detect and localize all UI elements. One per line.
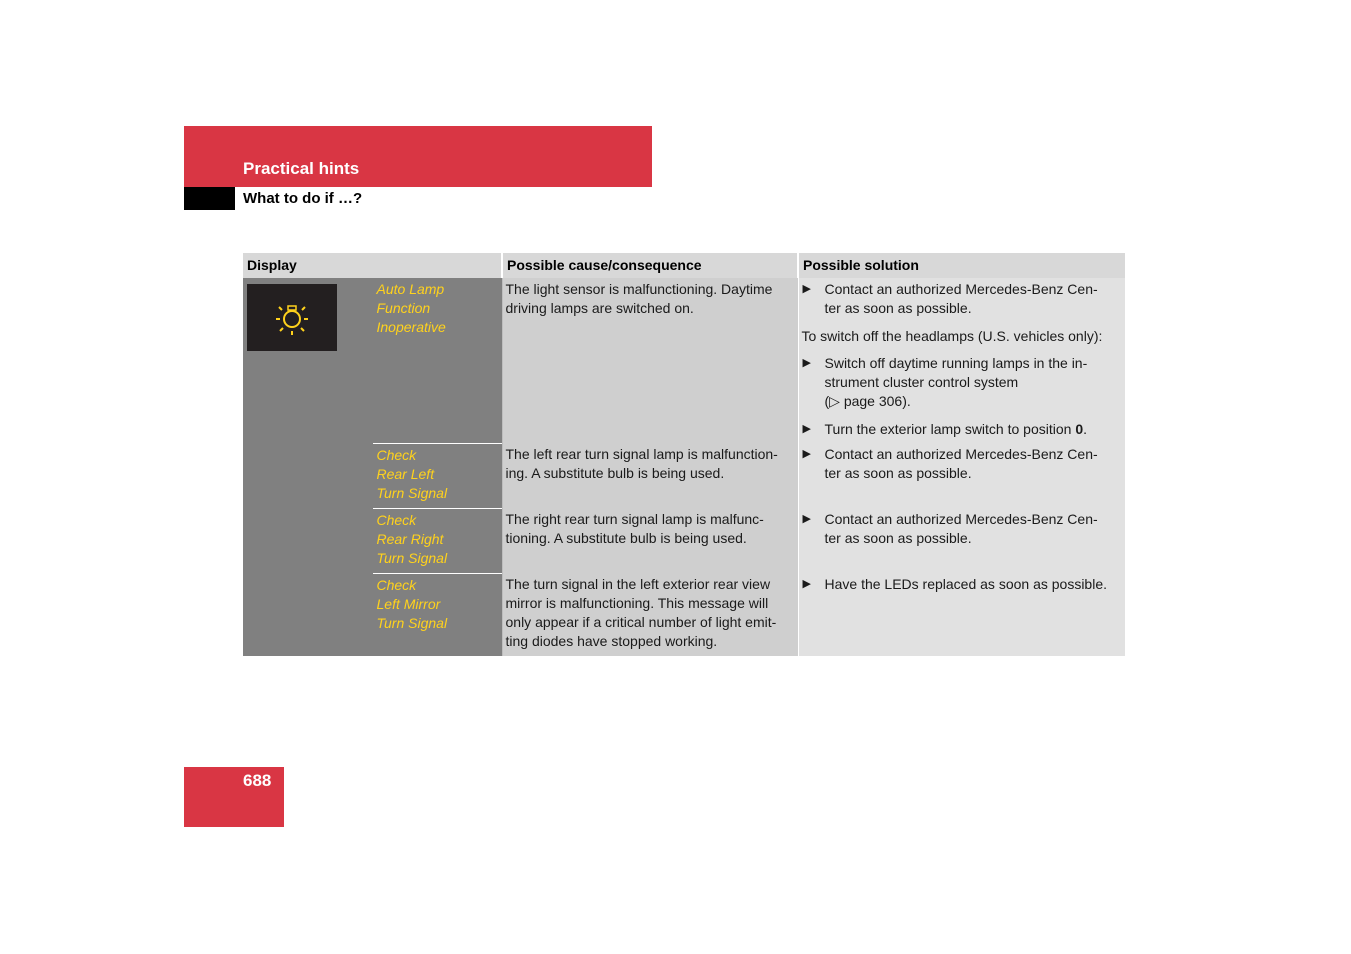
column-header-solution: Possible solution [798, 253, 1125, 278]
page-number: 688 [243, 771, 272, 790]
switch-position: 0 [1075, 421, 1084, 437]
display-message-line: Rear Right [376, 530, 444, 547]
solution-line [825, 354, 1122, 373]
solution-line-text: Contact an authorized Mercedes-Benz Cen- [824, 511, 1098, 527]
cause-line: driving lamps are switched on. [505, 300, 694, 316]
cause-line: only appear if a critical number of light emit- [505, 614, 777, 630]
solution-line-text: Contact an authorized Mercedes-Benz Cen- [824, 281, 1098, 297]
display-message-line: Check [376, 511, 417, 528]
table-row [243, 443, 1125, 508]
display-message-line: Turn Signal [376, 614, 448, 631]
solution-text [798, 508, 1125, 573]
solution-line-text: Turn the exterior lamp switch to position [824, 421, 1076, 437]
solution-line [825, 464, 1122, 483]
solution-line [825, 529, 1122, 548]
solution-line [825, 445, 1122, 464]
table-row [243, 573, 1125, 656]
step-bullet-icon: ▶ [802, 578, 811, 590]
table-row [243, 278, 1125, 443]
display-message-line: Inoperative [376, 319, 446, 335]
subsection-title: What to do if …? [243, 190, 363, 207]
section-title: Practical hints [243, 159, 360, 178]
table-row [243, 508, 1125, 573]
display-message [373, 443, 503, 508]
solution-step [802, 280, 1122, 318]
display-icon-cell [243, 278, 373, 656]
display-message-line: Turn Signal [376, 549, 448, 566]
cause-line: mirror is malfunctioning. This message will [505, 595, 769, 611]
display-message-line: Left Mirror [376, 595, 441, 612]
cause-line: The light sensor is malfunctioning. Daytime [505, 281, 773, 297]
solution-text [798, 443, 1125, 508]
instrument-display [247, 284, 337, 351]
column-header-display: Display [243, 253, 502, 278]
cause-line: ing. A substitute bulb is being used. [505, 465, 725, 481]
solution-text [798, 573, 1125, 656]
solution-line [825, 373, 1122, 392]
cause-line: The right rear turn signal lamp is malfunc- [505, 511, 764, 527]
cause-line: tioning. A substitute bulb is being used. [505, 530, 747, 546]
solution-line-text: (▷ page 306). [824, 393, 911, 409]
solution-line-text: ter as soon as possible. [824, 300, 972, 316]
cause-text [502, 443, 798, 508]
solution-line [825, 280, 1122, 299]
solution-line-text: Contact an authorized Mercedes-Benz Cen- [824, 446, 1098, 462]
solution-line-text: strument cluster control system [824, 374, 1019, 390]
display-message-line: Check [376, 576, 417, 593]
exterior-lamp-icon [273, 299, 311, 337]
step-bullet-icon: ▶ [802, 423, 811, 435]
step-bullet-icon: ▶ [802, 448, 811, 460]
display-message-line: Check [376, 446, 417, 463]
cause-line: The turn signal in the left exterior rear view [505, 576, 771, 592]
step-bullet-icon: ▶ [802, 283, 811, 295]
display-message-line: Turn Signal [376, 484, 448, 501]
cause-line: ting diodes have stopped working. [505, 633, 718, 649]
step-bullet-icon: ▶ [802, 513, 811, 525]
cause-line: The left rear turn signal lamp is malfunction- [505, 446, 778, 462]
cause-text [502, 278, 798, 443]
display-message [373, 573, 503, 656]
step-bullet-icon: ▶ [802, 357, 811, 369]
display-message-line: Rear Left [376, 465, 435, 482]
solution-line-text: Have the LEDs replaced as soon as possible. [824, 576, 1107, 592]
solution-line-text: ter as soon as possible. [824, 465, 972, 481]
display-message-line: Auto Lamp Function [376, 281, 445, 316]
solution-line-tail: . [1083, 421, 1087, 437]
display-message [373, 508, 503, 573]
solution-step [802, 445, 1122, 483]
column-header-cause: Possible cause/consequence [502, 253, 798, 278]
solution-line [825, 575, 1122, 594]
solution-step [802, 510, 1122, 548]
solution-step [802, 575, 1122, 594]
solution-line [825, 420, 1122, 439]
section-marker [184, 187, 235, 210]
solution-step [802, 354, 1122, 411]
solution-line-text: ter as soon as possible. [824, 530, 972, 546]
solution-text [798, 278, 1125, 443]
solution-step [802, 420, 1122, 439]
cause-text [502, 508, 798, 573]
solution-note: To switch off the headlamps (U.S. vehicles only): [801, 328, 1103, 344]
solution-line-text: Switch off daytime running lamps in the in- [824, 355, 1088, 371]
hints-table [243, 253, 1125, 656]
solution-line [825, 392, 1122, 411]
display-message [373, 278, 503, 443]
solution-line [825, 299, 1122, 318]
cause-text [502, 573, 798, 656]
solution-line [825, 510, 1122, 529]
table-header-row [243, 253, 1125, 278]
